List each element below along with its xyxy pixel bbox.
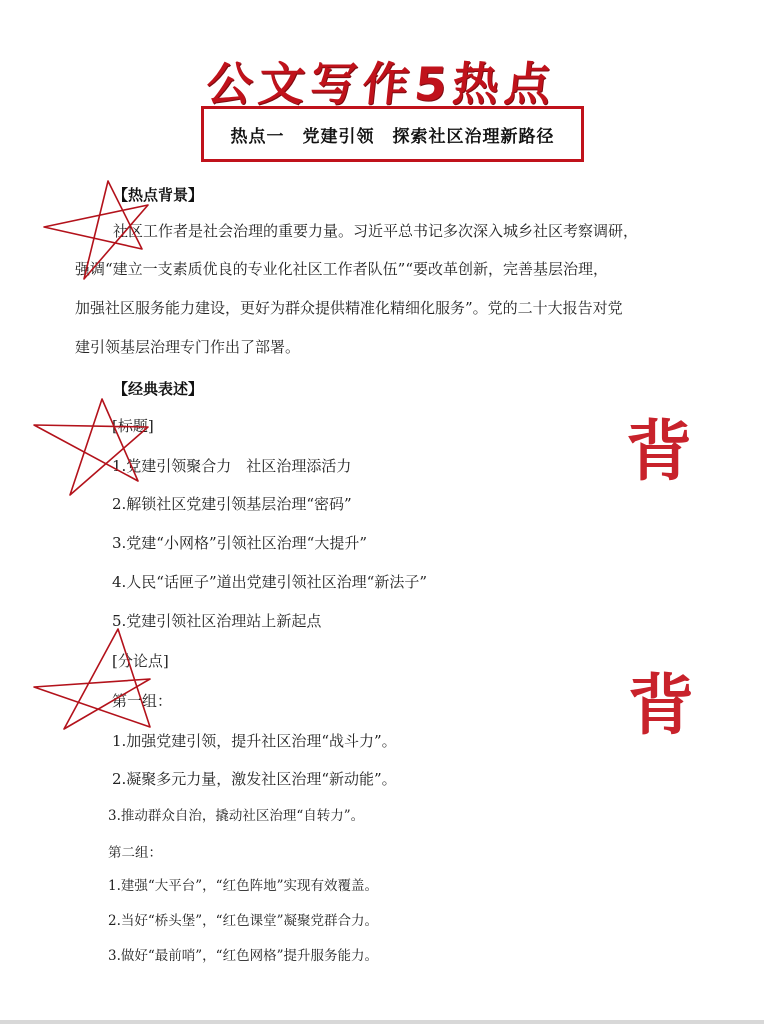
group1-item: 2.凝聚多元力量，激发社区治理“新动能”。 [112,770,397,788]
background-line: 建引领基层治理专门作出了部署。 [75,338,301,356]
group2-item: 1.建强“大平台”，“红色阵地”实现有效覆盖。 [108,878,378,894]
title-item: 1.党建引领聚合力 社区治理添活力 [112,457,352,475]
memorize-stamp: 背 [626,412,692,490]
star-scribble-icon [30,395,155,500]
page-title: 公文写作5热点 [203,57,560,111]
group1-label: 第一组： [112,692,173,710]
group1-item: 1.加强党建引领，提升社区治理“战斗力”。 [112,732,397,750]
background-line: 强调“建立一支素质优良的专业化社区工作者队伍”“要改革创新，完善基层治理， [75,260,609,278]
subtitle-text: 热点一 党建引领 探索社区治理新路径 [230,126,555,147]
title-item: 2.解锁社区党建引领基层治理“密码” [112,495,352,513]
star-scribble-icon [38,175,158,285]
title-item: 5.党建引领社区治理站上新起点 [112,612,322,630]
title-item: 3.党建“小网格”引领社区治理“大提升” [112,534,367,552]
points-label: [分论点] [112,652,169,670]
background-line: 加强社区服务能力建设，更好为群众提供精准化精细化服务”。党的二十大报告对党 [75,299,623,317]
star-scribble-icon [30,625,155,735]
group2-item: 2.当好“桥头堡”，“红色课堂”凝聚党群合力。 [108,913,378,929]
group2-label: 第二组： [108,845,162,861]
subtitle-box [201,106,584,162]
background-heading: 【热点背景】 [113,186,204,204]
group1-item: 3.推动群众自治，撬动社区治理“自转力”。 [108,808,365,824]
page-bottom-edge [0,1020,764,1024]
classic-heading: 【经典表述】 [113,380,204,398]
group2-item: 3.做好“最前哨”，“红色网格”提升服务能力。 [108,948,378,964]
memorize-stamp: 背 [628,666,694,744]
background-line: 社区工作者是社会治理的重要力量。习近平总书记多次深入城乡社区考察调研， [113,222,639,240]
titles-label: [标题] [112,417,154,435]
title-item: 4.人民“话匣子”道出党建引领社区治理“新法子” [112,573,427,591]
